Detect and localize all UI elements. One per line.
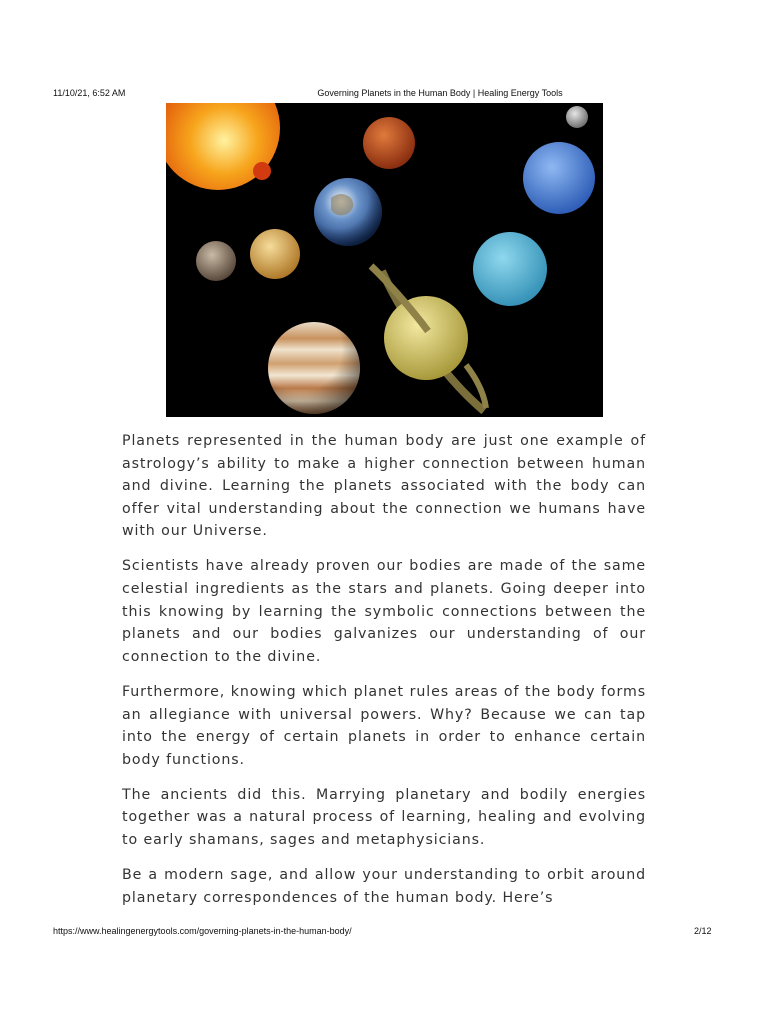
print-header-date: 11/10/21, 6:52 AM: [53, 88, 126, 98]
uranus: [473, 232, 547, 306]
mars: [363, 117, 415, 169]
jupiter: [268, 322, 360, 414]
saturn: [371, 266, 486, 411]
paragraph-1: Planets represented in the human body are just one example of astrology’s ability to make a higher connection between human and divine. Learning the planets associated with the body can offer vital understanding about the connection we humans have with our Universe.: [122, 433, 646, 540]
paragraph-4: The ancients did this. Marrying planetary and bodily energies together was a natural process of learning, healing and evolving to early shamans, sages and metaphysicians.: [122, 786, 646, 848]
sun: [166, 103, 280, 190]
print-header-title: Governing Planets in the Human Body | Healing Energy Tools: [317, 88, 563, 98]
print-footer-url[interactable]: https://www.healingenergytools.com/governing-planets-in-the-human-body/: [53, 926, 352, 936]
print-footer-page-number: 2/12: [694, 926, 712, 936]
paragraph-2: Scientists have already proven our bodies are made of the same celestial ingredients as the stars and planets. Going deeper into this knowing by learning the symbolic connections between the planets and our bodies galvanizes our understanding of our connection to the divine.: [122, 558, 646, 665]
moon: [566, 106, 588, 128]
article-body: [122, 430, 646, 922]
solar-system-image: [166, 103, 603, 417]
earth: [314, 178, 382, 246]
paragraph-3: Furthermore, knowing which planet rules areas of the body forms an allegiance with universal powers. Why? Because we can tap into the energy of certain planets in order to enhance certain body functions.: [122, 683, 646, 768]
mercury: [196, 241, 236, 281]
neptune: [523, 142, 595, 214]
venus: [250, 229, 300, 279]
paragraph-5: Be a modern sage, and allow your understanding to orbit around planetary correspondences of the human body. Here’s: [122, 867, 646, 906]
